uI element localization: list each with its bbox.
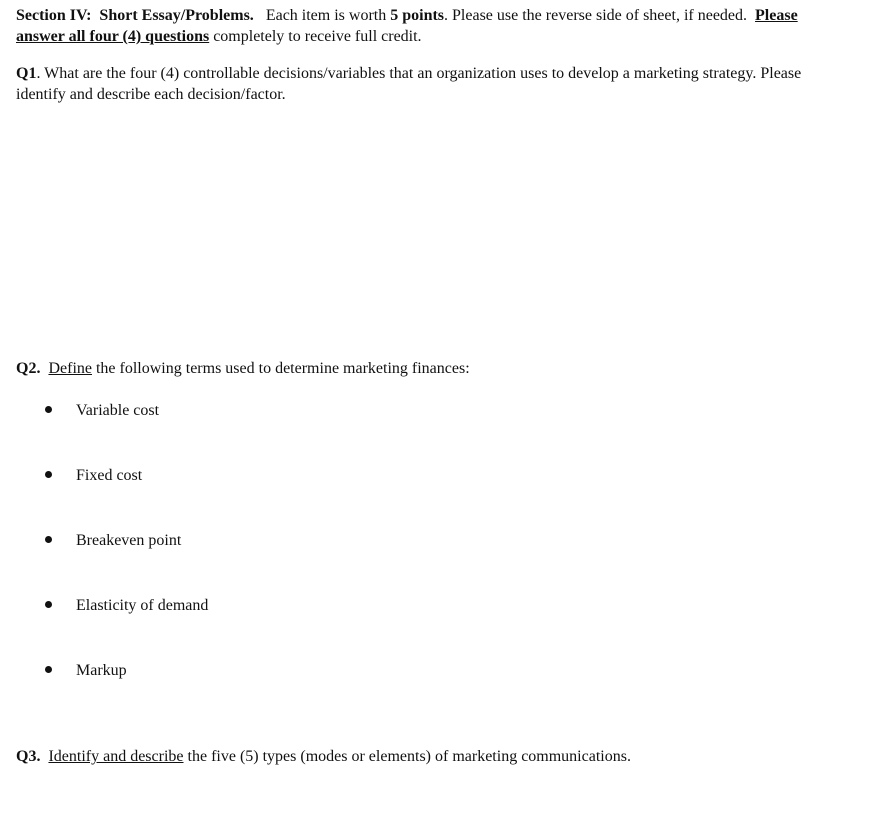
term-item bbox=[0, 530, 400, 552]
q1-number: Q1 bbox=[16, 65, 37, 82]
term-item bbox=[0, 595, 400, 617]
section-instructions bbox=[16, 5, 836, 47]
term-label: Variable cost bbox=[76, 402, 160, 419]
answer-all-emphasis: Please answer all four (4) questions bbox=[16, 7, 798, 45]
term-item bbox=[0, 660, 400, 682]
instructions-text-b: . Please use the reverse side of sheet, if needed. bbox=[444, 7, 748, 24]
bullet-icon bbox=[45, 666, 52, 673]
term-label: Markup bbox=[76, 662, 127, 679]
q1-text: . What are the four (4) controllable decisions/variables that an organization uses to develop a marketing strategy. Please identify and describe each decision/factor. bbox=[16, 65, 802, 103]
question-1 bbox=[16, 63, 836, 105]
q2-number: Q2. bbox=[16, 360, 41, 377]
term-label: Fixed cost bbox=[76, 467, 143, 484]
term-label: Breakeven point bbox=[76, 532, 182, 549]
section-title: Short Essay/Problems. bbox=[99, 7, 254, 24]
bullet-icon bbox=[45, 536, 52, 543]
q3-text: the five (5) types (modes or elements) of marketing communications. bbox=[187, 748, 631, 765]
term-label: Elasticity of demand bbox=[76, 597, 209, 614]
section-label: Section IV: bbox=[16, 7, 92, 24]
q3-number: Q3. bbox=[16, 748, 41, 765]
bullet-icon bbox=[45, 601, 52, 608]
term-item bbox=[0, 465, 400, 487]
instructions-text-c: completely to receive full credit. bbox=[213, 28, 422, 45]
bullet-icon bbox=[45, 406, 52, 413]
question-3 bbox=[16, 746, 836, 767]
term-item bbox=[0, 400, 400, 422]
instructions-text-a: Each item is worth bbox=[265, 7, 387, 24]
q2-text: the following terms used to determine marketing finances: bbox=[95, 360, 470, 377]
question-2 bbox=[16, 358, 836, 379]
q3-verb: Identify and describe bbox=[48, 748, 184, 765]
points-value: 5 points bbox=[390, 7, 445, 24]
bullet-icon bbox=[45, 471, 52, 478]
q2-verb: Define bbox=[48, 360, 92, 377]
